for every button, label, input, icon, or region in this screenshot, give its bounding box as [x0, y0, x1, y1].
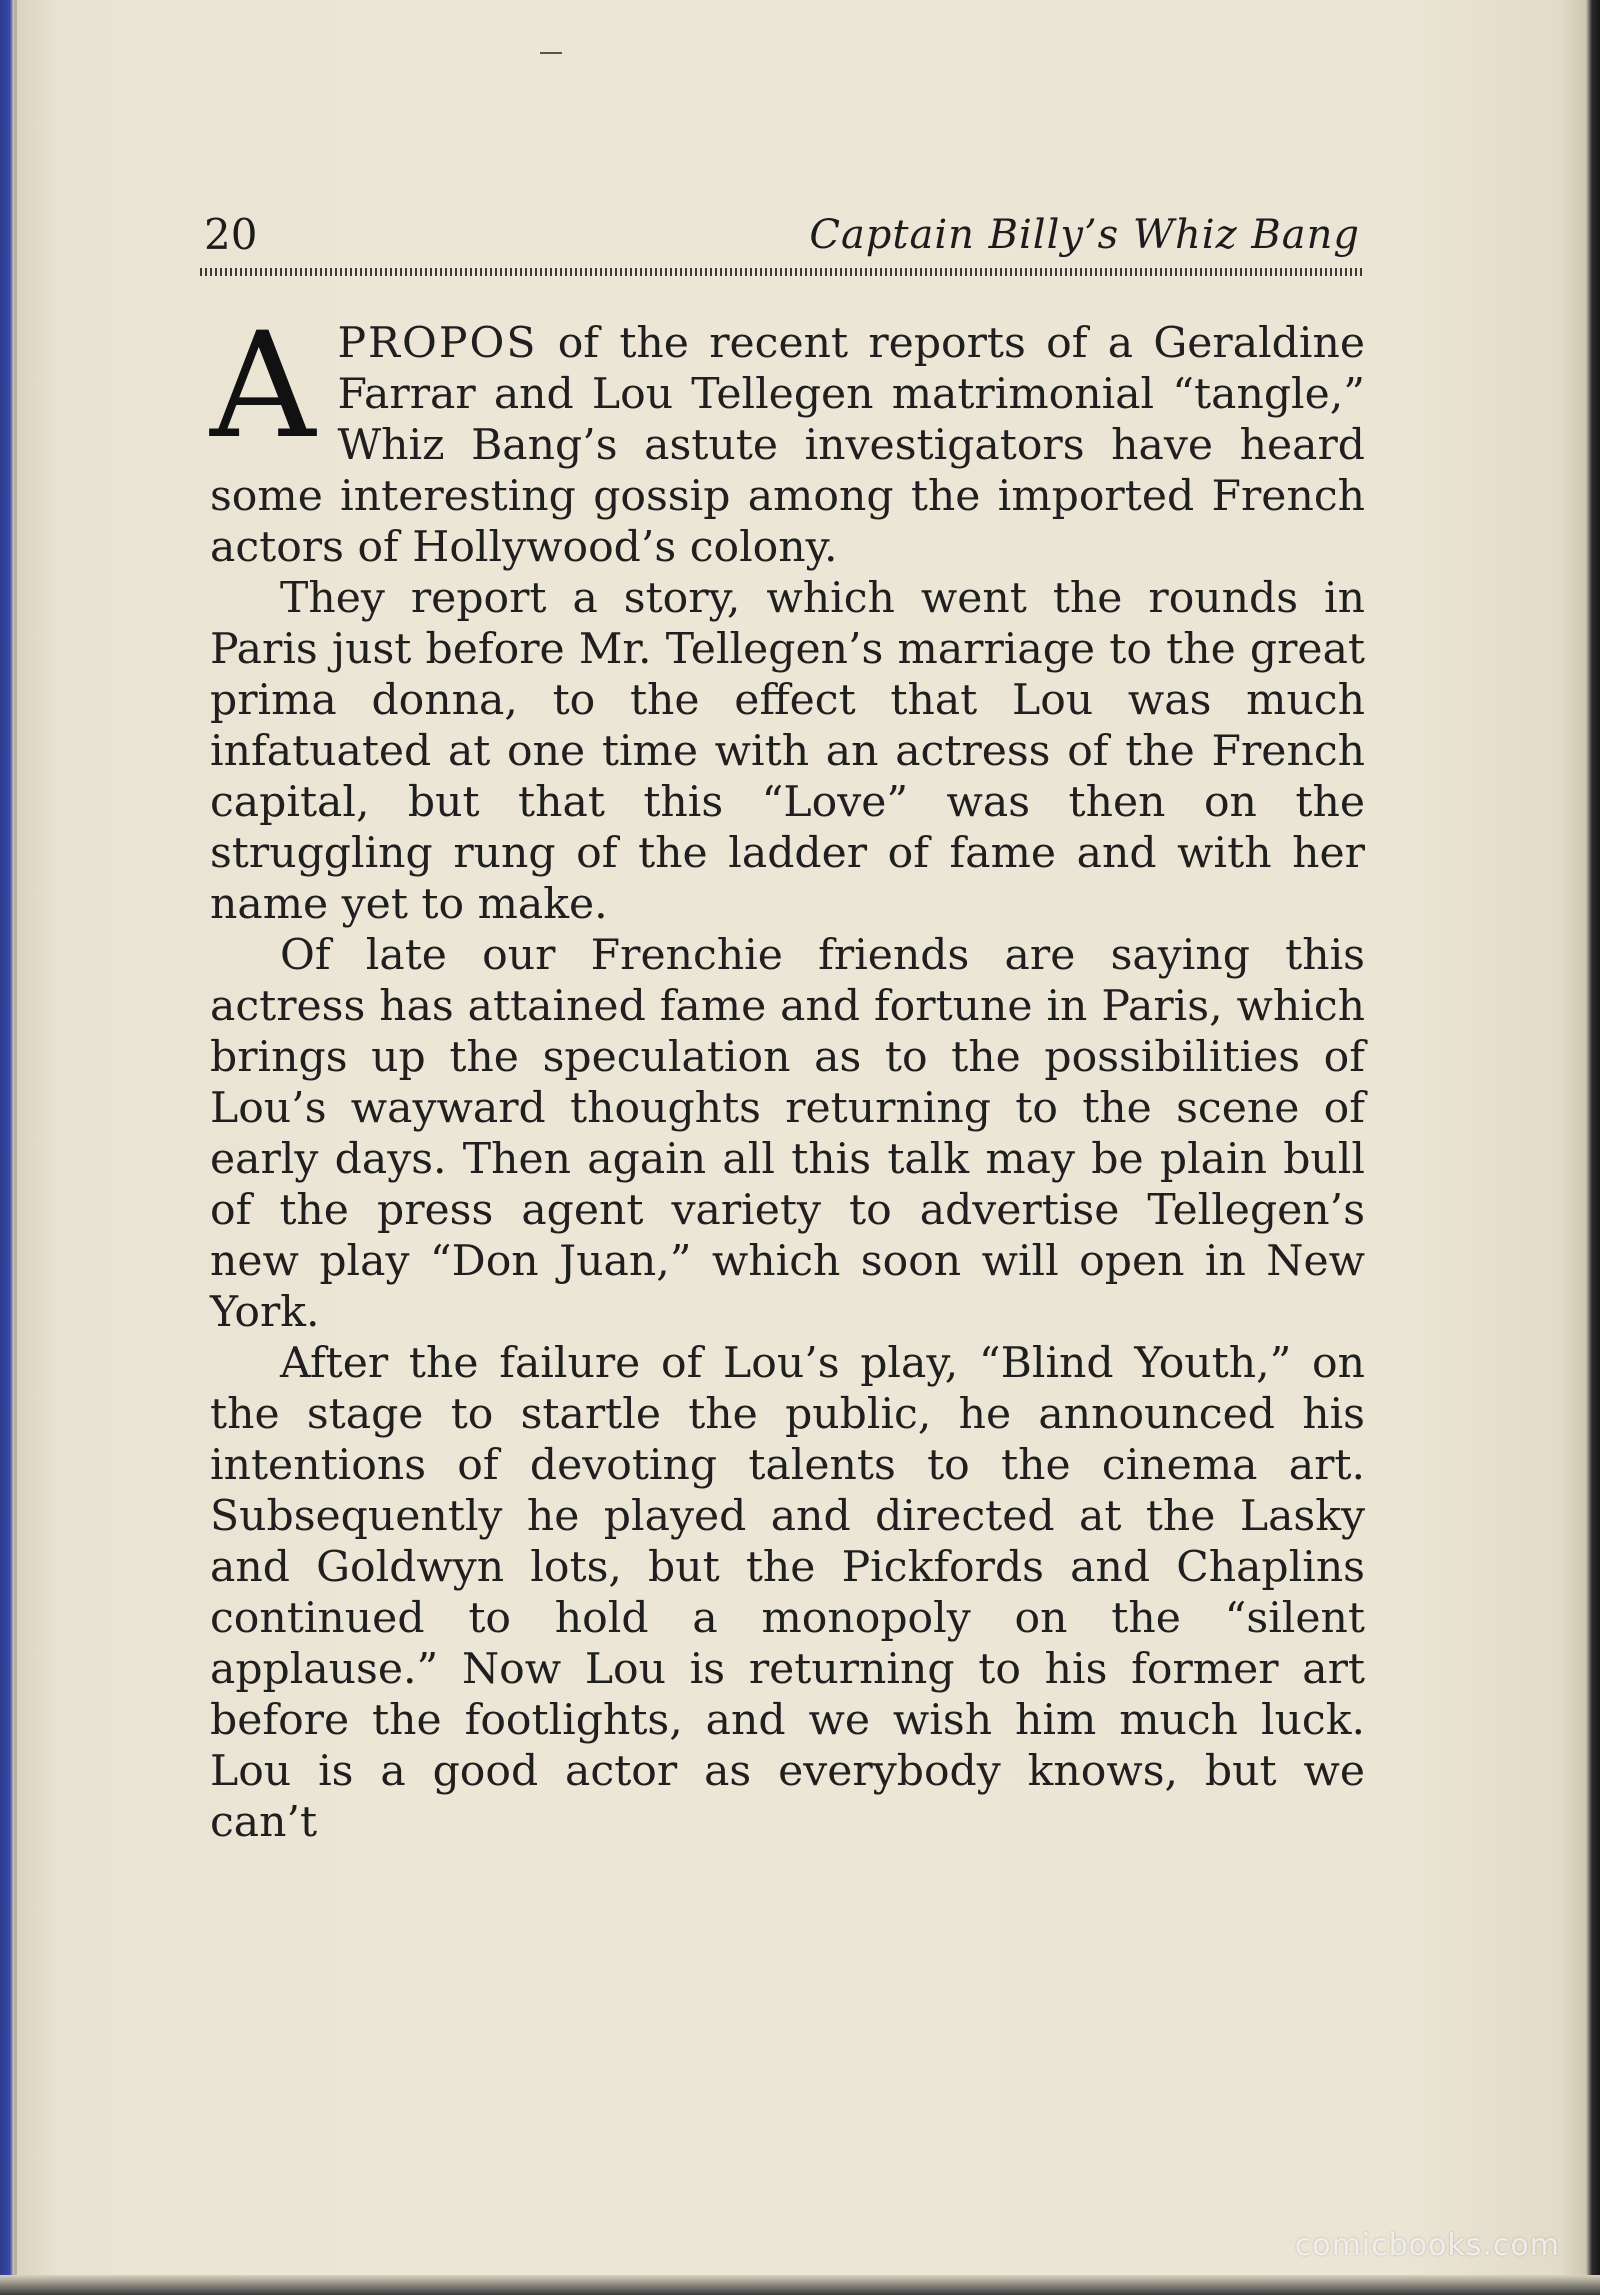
page-spine [14, 0, 17, 2295]
header-rule [200, 268, 1365, 276]
article-body [210, 301, 1365, 1848]
page-number: 20 [204, 210, 258, 259]
top-dash-mark [540, 52, 562, 54]
drop-cap: A [210, 301, 316, 471]
lead-word: PROPOS [337, 319, 538, 368]
paragraph-3: Of late our Frenchie friends are saying this actress has attained fame and fortune in Paris, which brings up the speculation as to the possibilities of Lou’s wayward thoughts returning to the scene of early days. Then again all this talk may be plain bull of the press agent variety to advertise Tellegen’s new play “Don Juan,” which soon will open in New York. [210, 931, 1365, 1337]
paragraph-1 [210, 301, 1365, 573]
page-bottom-edge [0, 2275, 1600, 2295]
site-watermark: comicbooks.com [1294, 2228, 1560, 2263]
paragraph-2: They report a story, which went the rounds in Paris just before Mr. Tellegen’s marriage to the great prima donna, to the effect that Lou was much infatuated at one time with an actress of the French capital, but that this “Love” was then on the struggling rung of the ladder of fame and with her name yet to make. [210, 574, 1365, 929]
paragraph-4: After the failure of Lou’s play, “Blind Youth,” on the stage to startle the public, he announced his intentions of devoting talents to the cinema art. Subsequently he played and directed at the Lasky and Goldwyn lots, but the Pickfords and Chaplins continued to hold a monopoly on the “silent applause.” Now Lou is returning to his former art before the footlights, and we wish him much luck. Lou is a good actor as everybody knows, but we can’t [210, 1339, 1365, 1847]
paragraph-1-text: of the recent reports of a Geraldine Farrar and Lou Tellegen matrimonial “tangle,” Whiz Bang’s astute investigators have heard some interesting gossip among the imported French actors of Hollywood’s colony. [210, 319, 1365, 572]
running-title: Captain Billy’s Whiz Bang [809, 212, 1360, 258]
